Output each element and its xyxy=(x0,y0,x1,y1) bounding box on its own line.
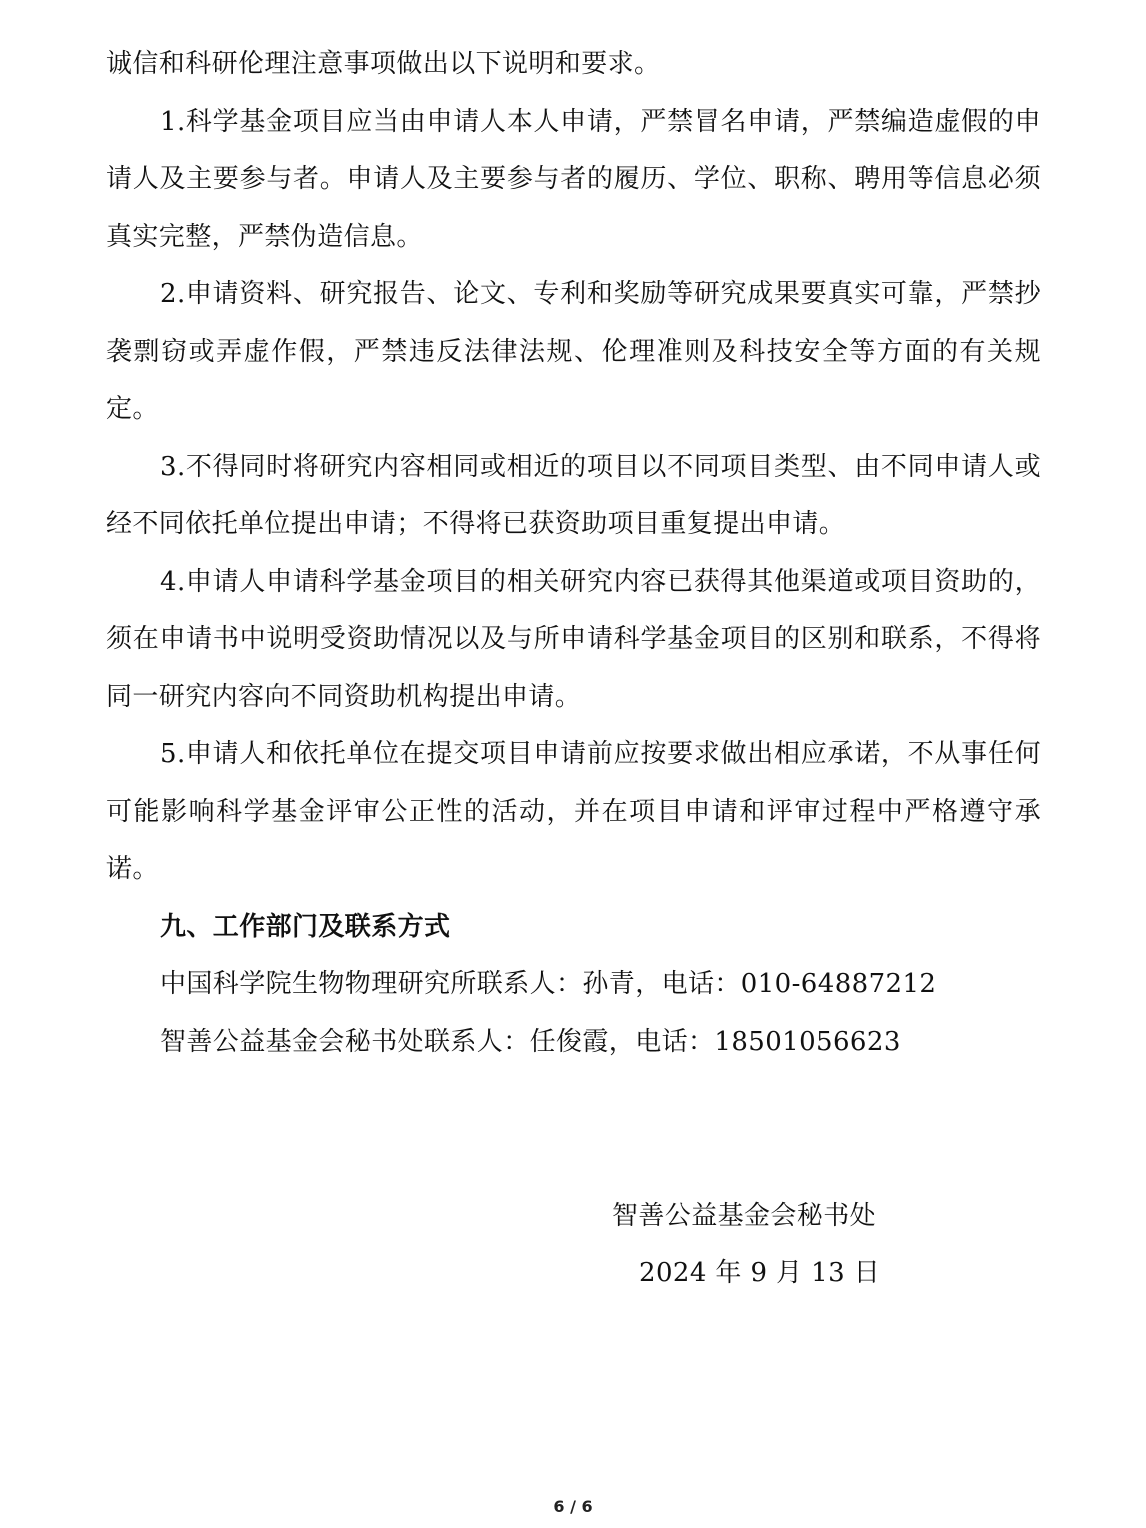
contact-line-1: 中国科学院生物物理研究所联系人：孙青，电话：010-64887212 xyxy=(160,969,937,999)
contact-line-2: 智善公益基金会秘书处联系人：任俊霞，电话：18501056623 xyxy=(160,1026,901,1057)
item-5-paragraph: 5.申请人和依托单位在提交项目申请前应按要求做出相应承诺，不从事任何可能影响科学基金评审公正性的活动，并在项目申请和评审过程中严格遵守承诺。 xyxy=(106,739,1041,884)
intro-tail-paragraph: 诚信和科研伦理注意事项做出以下说明和要求。 xyxy=(106,49,661,79)
signature-date: 2024 年 9 月 13 日 xyxy=(639,1258,881,1288)
page-number: 6 / 6 xyxy=(553,1497,593,1516)
signature-org: 智善公益基金会秘书处 xyxy=(612,1201,877,1231)
item-4-paragraph: 4.申请人申请科学基金项目的相关研究内容已获得其他渠道或项目资助的，须在申请书中说明受资助情况以及与所申请科学基金项目的区别和联系，不得将同一研究内容向不同资助机构提出申请。 xyxy=(106,566,1041,712)
section-heading: 九、工作部门及联系方式 xyxy=(160,911,451,942)
signature-block xyxy=(612,1188,880,1302)
item-2-paragraph: 2.申请资料、研究报告、论文、专利和奖励等研究成果要真实可靠，严禁抄袭剽窃或弄虚作假，严禁违反法律法规、伦理准则及科技安全等方面的有关规定。 xyxy=(106,279,1041,424)
item-1-paragraph: 1.科学基金项目应当由申请人本人申请，严禁冒名申请，严禁编造虚假的申请人及主要参与者。申请人及主要参与者的履历、学位、职称、聘用等信息必须真实完整，严禁伪造信息。 xyxy=(106,106,1041,252)
document-body xyxy=(106,36,1041,1071)
item-3-paragraph: 3.不得同时将研究内容相同或相近的项目以不同项目类型、由不同申请人或经不同依托单位提出申请；不得将已获资助项目重复提出申请。 xyxy=(106,451,1041,539)
